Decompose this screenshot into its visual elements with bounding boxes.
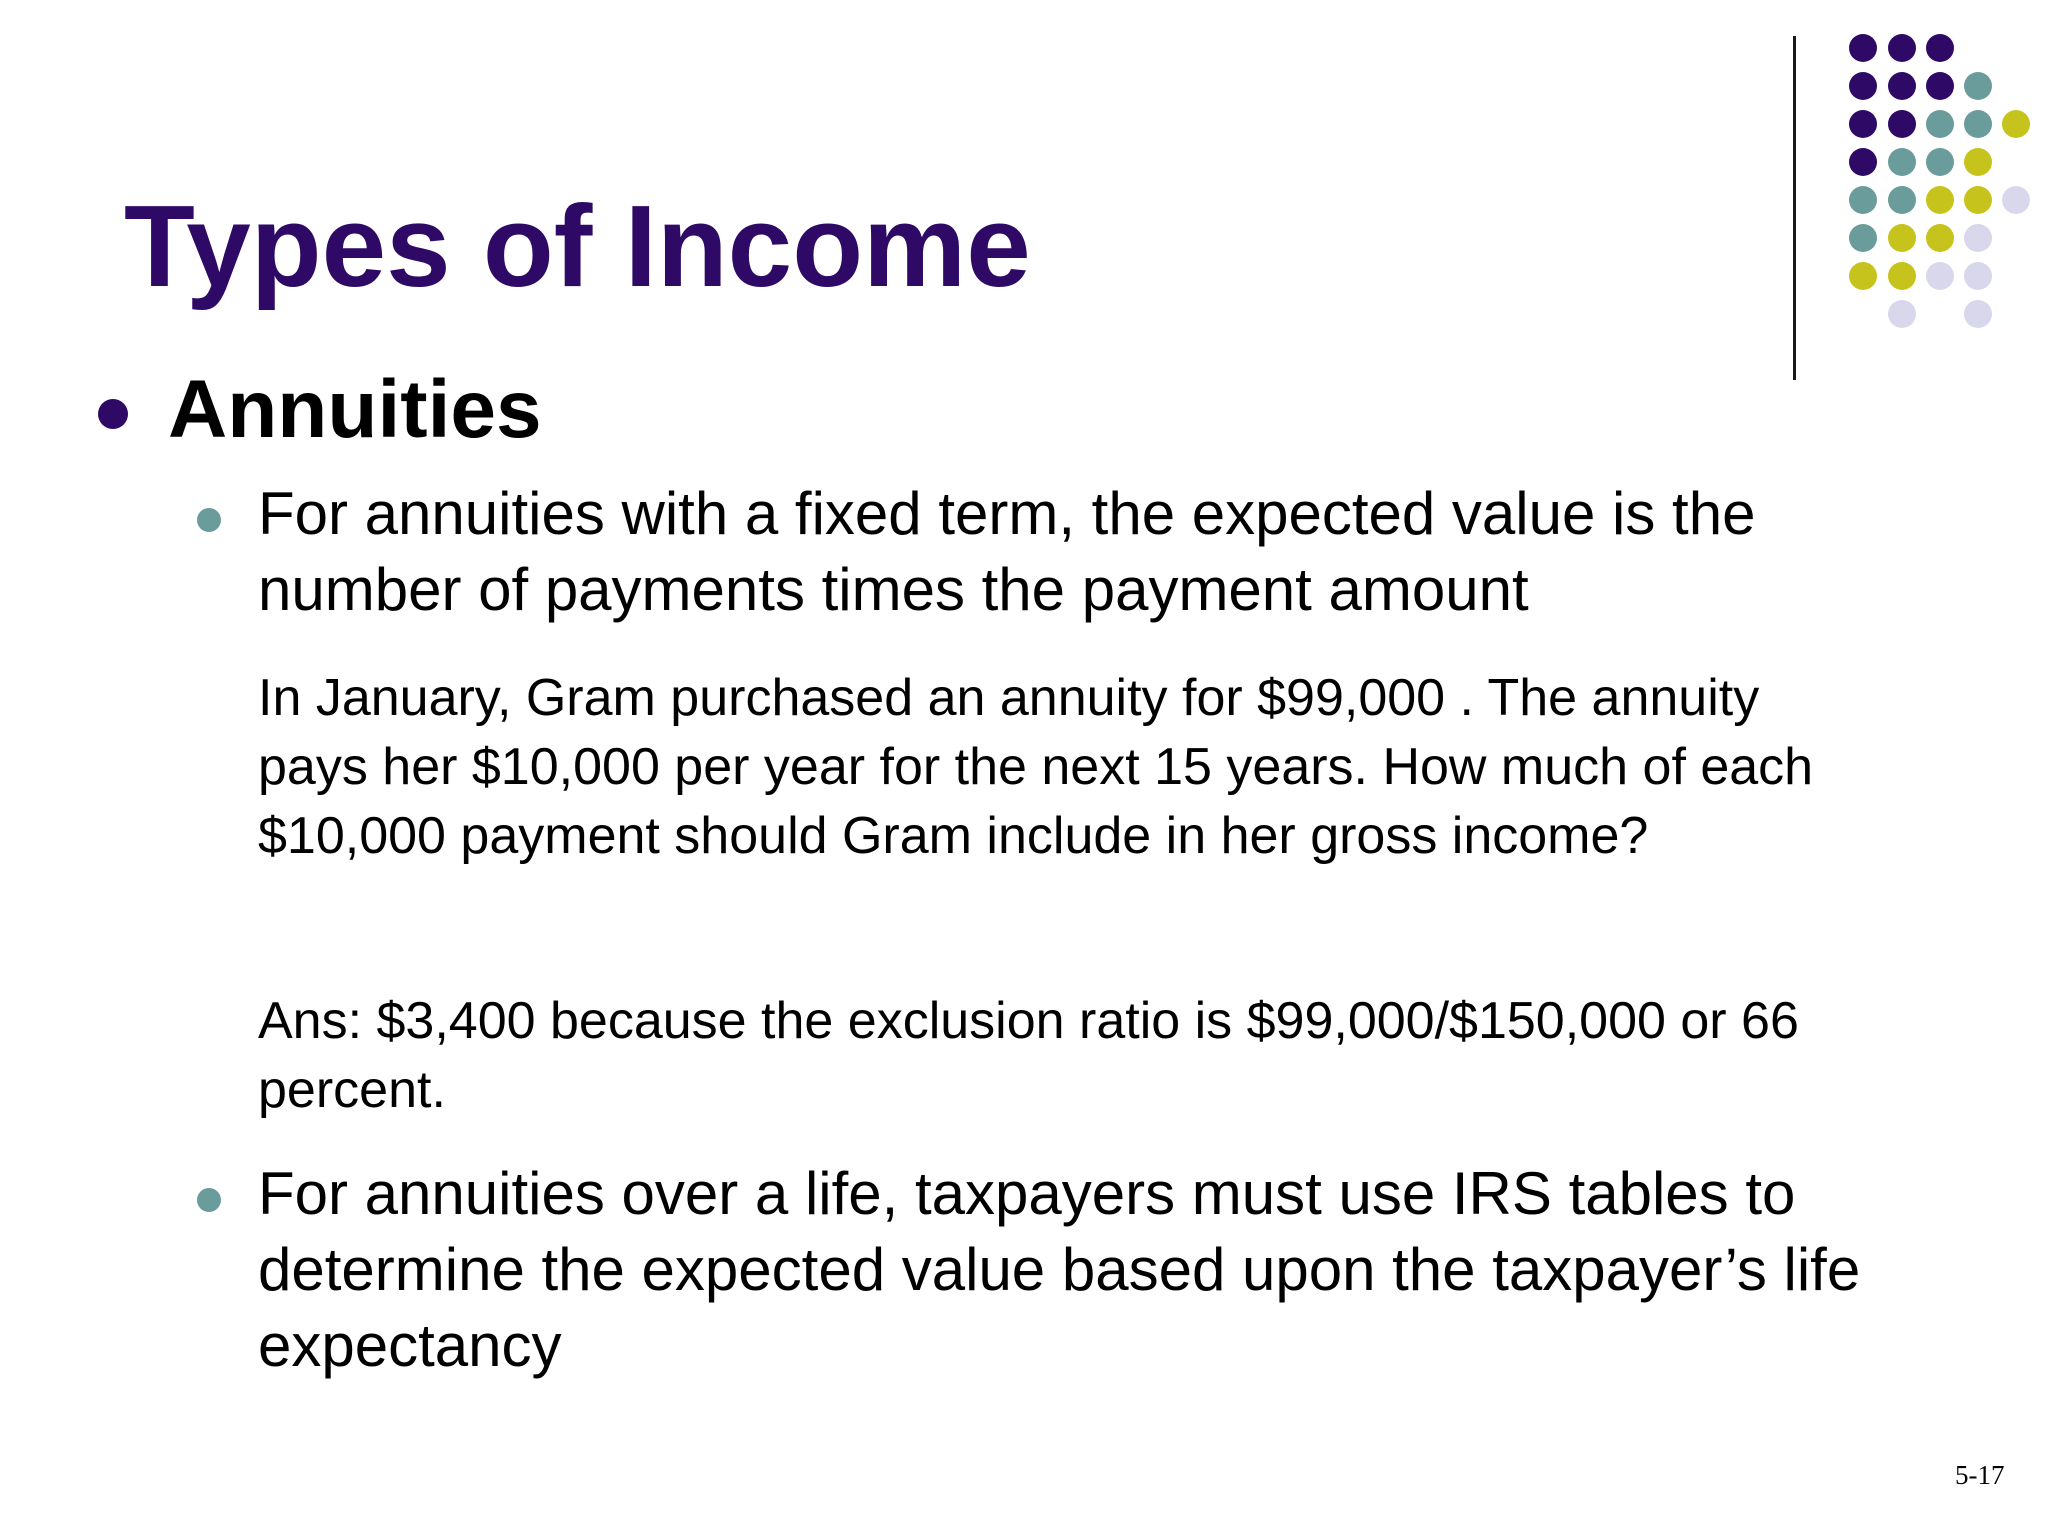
decorative-dot [1888,72,1916,100]
decorative-dot [2002,110,2030,138]
vertical-divider [1793,36,1796,380]
decorative-dot [1926,262,1954,290]
decorative-dot [1888,300,1916,328]
decorative-dot [2002,186,2030,214]
bullet-life-annuity: For annuities over a life, taxpayers must use IRS tables to determine the expected value based upon the taxpayer’s life expectancy [258,1160,1861,1379]
decorative-dot [1849,34,1877,62]
example-answer: Ans: $3,400 because the exclusion ratio is $99,000/$150,000 or 66 percent. [258,992,1799,1119]
example-question: In January, Gram purchased an annuity for $99,000 . The annuity pays her $10,000 per year for the next 15 years. How much of each $10,000 payment should Gram include in her gross income? [258,669,1814,865]
decorative-dot [1888,110,1916,138]
decorative-dot [1964,300,1992,328]
decorative-dot [1926,224,1954,252]
decorative-dot [1964,110,1992,138]
decorative-dot [1849,72,1877,100]
decorative-dot [1888,186,1916,214]
page-number: 5-17 [1955,1460,2005,1490]
bullet-dot-icon [98,399,128,429]
decorative-dot [1926,34,1954,62]
bullet-dot-icon [197,508,221,532]
slide-title: Types of Income [124,181,1031,311]
decorative-dot [1888,224,1916,252]
decorative-dot [1849,262,1877,290]
decorative-dot [1849,110,1877,138]
decorative-dot [1926,72,1954,100]
decorative-dot [1926,110,1954,138]
decorative-dot [1964,72,1992,100]
decorative-dot [1926,148,1954,176]
decorative-dot [1964,148,1992,176]
decorative-dot [1964,186,1992,214]
decorative-dot [1888,34,1916,62]
decorative-dot [1964,262,1992,290]
bullet-dot-icon [197,1188,221,1212]
decorative-dot [1849,148,1877,176]
decorative-dot [1926,186,1954,214]
decorative-dot [1888,262,1916,290]
decorative-dot [1849,224,1877,252]
decorative-dot [1849,186,1877,214]
decorative-dot [1888,148,1916,176]
decorative-dot [1964,224,1992,252]
heading-annuities: Annuities [168,364,542,455]
bullet-fixed-term: For annuities with a fixed term, the expected value is the number of payments times the payment amount [258,480,1756,623]
